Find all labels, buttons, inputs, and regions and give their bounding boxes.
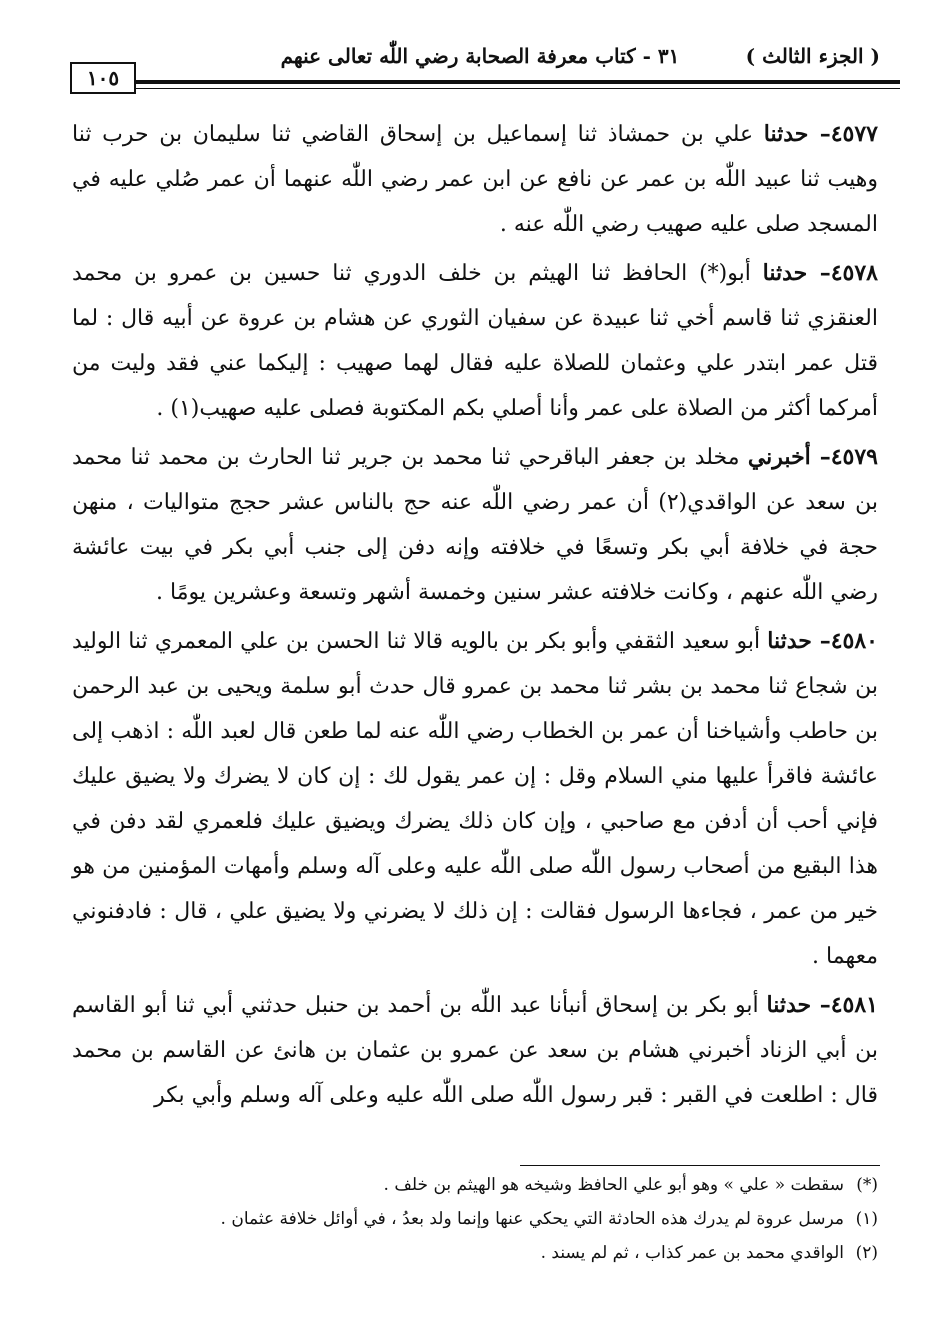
footnote-text: مرسل عروة لم يدرك هذه الحادثة التي يحكي عنها وإنما ولد بعدُ ، في أوائل خلافة عثمان .	[220, 1209, 844, 1229]
hadith-text: علي بن حمشاذ ثنا إسماعيل بن إسحاق القاضي ثنا سليمان بن حرب ثنا وهيب ثنا عبيد اللّٰه بن عمر عن نافع عن ابن عمر رضي اللّٰه عنهما أن عمر صُلي عليه في المسجد صلى عليه صهيب رضي اللّٰه عنه .	[72, 122, 878, 237]
hadith-dash: –	[811, 628, 831, 654]
footnote	[72, 1236, 878, 1270]
footnote	[72, 1202, 878, 1236]
footnote-text: الواقدي محمد بن عمر كذاب ، ثم لم يسند .	[540, 1243, 844, 1263]
footnote-marker: (٢)	[855, 1243, 878, 1263]
hadith-lead-word: أخبرني	[747, 444, 811, 470]
hadith-number: ٤٥٨١	[830, 992, 878, 1018]
hadith-text: أبو بكر بن إسحاق أنبأنا عبد اللّٰه بن أحمد بن حنبل حدثني أبي ثنا أبو القاسم بن أبي الزناد أخبرني هشام بن سعد عن عمرو بن عثمان بن هانئ عن القاسم بن محمد قال : اطلعت في القبر : قبر رسول اللّٰه صلى اللّٰه عليه وعلى آله وسلم وأبي بكر	[72, 993, 878, 1108]
hadith-dash: –	[808, 121, 831, 147]
hadith-number: ٤٥٧٧	[830, 121, 878, 147]
hadith-lead-word: حدثنا	[766, 992, 812, 1018]
hadith-entry	[72, 619, 878, 979]
footnote	[72, 1168, 878, 1202]
hadith-text: أبو سعيد الثقفي وأبو بكر بن بالويه قالا ثنا الحسن بن علي المعمري ثنا الوليد بن شجاع ثنا محمد بن بشر ثنا محمد بن عمرو قال حدث أبو سلمة ويحيى بن عبد الرحمن بن حاطب وأشياخنا أن عمر بن الخطاب رضي اللّٰه عنه لما طعن قال لعبد اللّٰه : اذهب إلى عائشة فاقرأ عليها مني السلام وقل : إن عمر يقول لك : إن كان لا يضرك ولا يضيق عليك فإني أحب أن أدفن مع صاحبي ، وإن كان ذلك يضرك ويضيق عليك فلعمري لقد دفن في هذا البقيع من أصحاب رسول اللّٰه صلى اللّٰه عليه وعلى آله وسلم وأمهات المؤمنين من هو خير من عمر ، فجاءها الرسول فقالت : إن ذلك لا يضرني ولا يضيق علي ، قال : فادفنوني معهما .	[72, 629, 878, 969]
page-header	[70, 40, 880, 100]
hadith-text: أبو(*) الحافظ ثنا الهيثم بن خلف الدوري ثنا حسين بن عمرو بن محمد العنقزي ثنا قاسم أخي ثنا عبيدة عن سفيان الثوري عن هشام بن عروة عن أبيه قال : لما قتل عمر ابتدر علي وعثمان للصلاة عليه فقال لهما صهيب : إليكما عني فقد وليت من أمركما أكثر من الصلاة على عمر وأنا أصلي بكم المكتوبة فصلى عليه صهيب(١) .	[72, 261, 878, 421]
hadith-lead-word: حدثنا	[763, 121, 809, 147]
footnote-text: سقطت « علي » وهو أبو علي الحافظ وشيخه هو الهيثم بن خلف .	[383, 1175, 844, 1195]
hadith-dash: –	[810, 444, 831, 470]
footnote-separator	[520, 1165, 880, 1166]
hadith-number: ٤٥٨٠	[830, 628, 878, 654]
hadith-number: ٤٥٧٩	[830, 444, 878, 470]
hadith-dash: –	[811, 992, 831, 1018]
chapter-title: ٣١ - كتاب معرفة الصحابة رضي اللّٰه تعالى عنهم	[280, 44, 680, 68]
hadith-entry	[72, 112, 878, 247]
main-text	[72, 112, 878, 1122]
volume-label: ( الجزء الثالث )	[745, 44, 880, 68]
hadith-lead-word: حدثنا	[762, 260, 808, 286]
page-number: ١٠٥	[70, 62, 136, 94]
hadith-entry	[72, 435, 878, 615]
hadith-number: ٤٥٧٨	[830, 260, 878, 286]
header-rule-thick	[134, 80, 900, 84]
hadith-dash: –	[807, 260, 831, 286]
hadith-entry	[72, 983, 878, 1118]
footnotes	[72, 1168, 878, 1270]
hadith-entry	[72, 251, 878, 431]
header-rule-thin	[134, 88, 900, 89]
hadith-lead-word: حدثنا	[767, 628, 812, 654]
footnote-marker: (*)	[856, 1175, 878, 1195]
footnote-marker: (١)	[855, 1209, 878, 1229]
hadith-text: مخلد بن جعفر الباقرحي ثنا محمد بن جرير ثنا الحارث بن محمد ثنا محمد بن سعد عن الواقدي(٢) أن عمر رضي اللّٰه عنه حج بالناس عشر حجج متواليات ، منهن حجة في خلافة أبي بكر وتسعًا في خلافته وإنه دفن إلى جنب أبي بكر في بيت عائشة رضي اللّٰه عنهم ، وكانت خلافته عشر سنين وخمسة أشهر وتسعة وعشرين يومًا .	[72, 445, 879, 605]
